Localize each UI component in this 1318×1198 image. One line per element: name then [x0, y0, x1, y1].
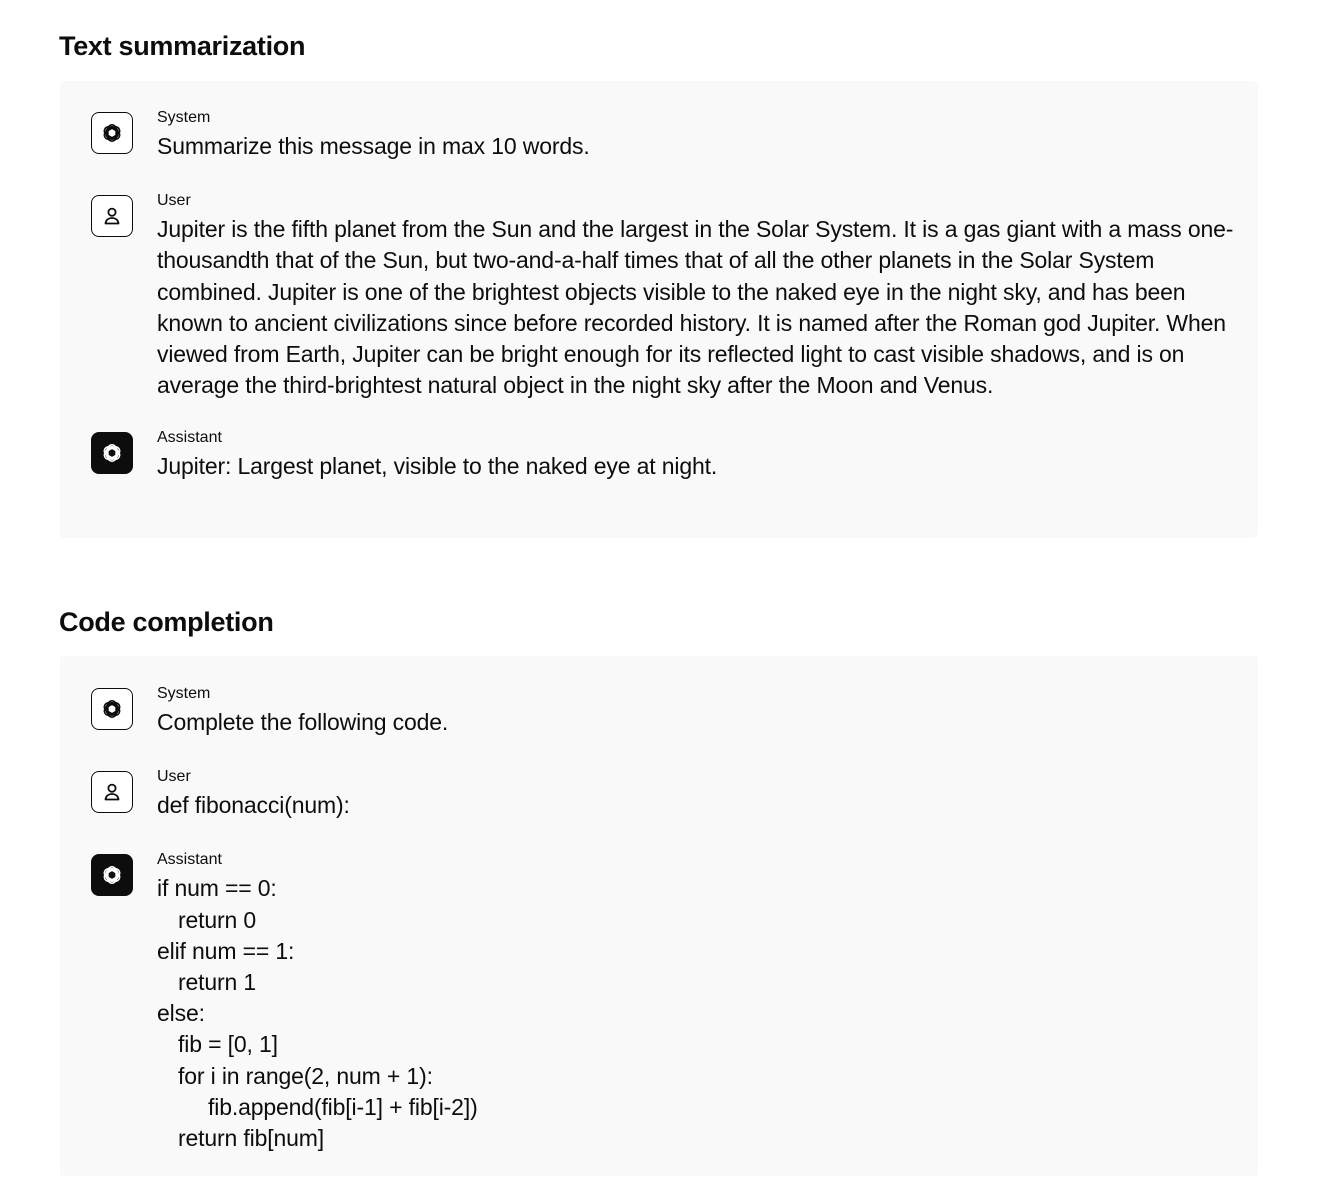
message-content: Summarize this message in max 10 words.: [157, 133, 590, 159]
section-title-code-completion: Code completion: [59, 607, 274, 637]
user-icon: [91, 771, 133, 813]
openai-logo-icon: [91, 432, 133, 474]
message-user: [91, 192, 1234, 401]
section-title-text-summarization: Text summarization: [59, 31, 306, 61]
user-icon: [91, 195, 133, 237]
message-user: [91, 768, 1234, 821]
message-system: [91, 109, 1234, 162]
code-line: if num == 0:: [157, 875, 277, 902]
message-role-label: Assistant: [157, 429, 222, 447]
message-content: Complete the following code.: [157, 709, 449, 735]
code-line: else:: [157, 1000, 205, 1027]
code-line: fib.append(fib[i-1] + fib[i-2]): [208, 1093, 478, 1120]
message-system: [91, 685, 1234, 738]
message-content: Jupiter: Largest planet, visible to the naked eye at night.: [157, 453, 718, 480]
openai-logo-icon: [91, 688, 133, 730]
code-line: return fib[num]: [178, 1125, 325, 1152]
message-content: Jupiter is the fifth planet from the Sun and the largest in the Solar System. It is a gas giant with a mass one-thousandth that of the Sun, but two-and-a-half times that of all the other planets in the Solar System combined. Jupiter is one of the brightest objects visible to the naked eye in the night sky, and has been known to ancient civilizations since before recorded history. It is named after the Roman god Jupiter. When viewed from Earth, Jupiter can be bright enough for its reflected light to cast visible shadows, and is on average the third-brightest natural object in the night sky after the Moon and Venus.: [157, 216, 1234, 399]
message-role-label: System: [157, 109, 211, 126]
message-role-label: Assistant: [157, 851, 222, 869]
code-line: for i in range(2, num + 1):: [178, 1062, 433, 1089]
openai-logo-icon: [91, 854, 133, 896]
code-line: return 1: [178, 969, 257, 996]
code-line: fib = [0, 1]: [178, 1031, 278, 1058]
openai-logo-icon: [91, 112, 133, 154]
code-line: elif num == 1:: [157, 937, 295, 964]
code-line: return 0: [178, 906, 257, 933]
message-assistant: [91, 429, 1234, 482]
message-content: def fibonacci(num):: [157, 792, 350, 819]
message-role-label: System: [157, 685, 211, 702]
message-role-label: User: [157, 768, 191, 786]
message-assistant: [91, 851, 1234, 1154]
message-role-label: User: [157, 192, 191, 210]
code-block: [157, 873, 1234, 1154]
example-card-text-summarization: [60, 81, 1258, 538]
example-card-code-completion: [60, 656, 1258, 1176]
